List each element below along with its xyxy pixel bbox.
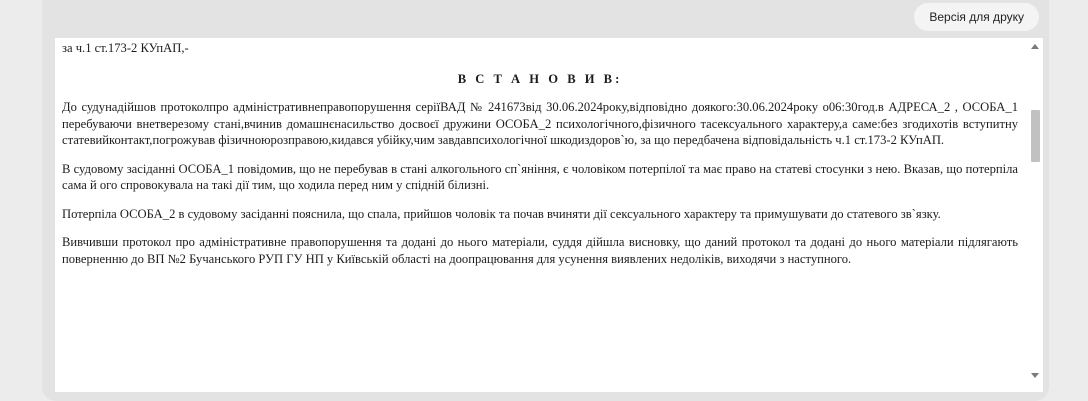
document-viewer[interactable] — [55, 38, 1043, 392]
scrollbar-thumb[interactable] — [1031, 110, 1040, 162]
document-panel — [42, 0, 1049, 401]
document-heading: В С Т А Н О В И В: — [457, 71, 623, 86]
document-paragraph: До судунадійшов протоколпро адміністративнеправопорушення серіїВАД № 241673від 30.06.2024року,відповідно доякого:30.06.2024року о06:30год.в АДРЕСА_2 , ОСОБА_1 перебуваючи внетверезому стані,вчинив домашнєнасильство досвоєї дружини ОСОБА_2 психологічного,фізичного тасексуального характеру,а саме:без згодихотів вступитну статевийконтакт,погрожував фізичноюрозправою,кидався убійку,чим завдавпсихологічної шкодиздоров`ю, за що передбачена відповідальність ч.1 ст.173-2 КУпАП. — [62, 100, 1018, 147]
print-version-button[interactable]: Версія для друку — [914, 3, 1039, 31]
vertical-scrollbar[interactable] — [1028, 38, 1043, 392]
document-text — [62, 40, 1018, 279]
document-paragraph: В судовому засіданні ОСОБА_1 повідомив, що не перебував в стані алкогольного сп`яніння, є чоловіком потерпілої та має право на статеві стосунки з нею. Вказав, що потерпіла сама й ого спровокувала на такі дії тим, що ходила перед ним у спідній білизні. — [62, 161, 1018, 192]
document-first-line: за ч.1 ст.173-2 КУпАП,- — [62, 41, 189, 55]
document-paragraph: Вивчивши протокол про адміністративне правопорушення та додані до нього матеріали, суддя дійшла висновку, що даний протокол та додані до нього матеріали підлягають поверненню до ВП №2 Бучанського РУП ГУ НП у Київській області на доопрацювання для усунення виявлених недоліків, виходячи з наступного. — [62, 235, 1018, 266]
scroll-down-arrow-icon[interactable] — [1031, 373, 1039, 378]
scroll-up-arrow-icon[interactable] — [1031, 44, 1039, 49]
document-paragraph: Потерпіла ОСОБА_2 в судовому засіданні пояснила, що спала, прийшов чоловік та почав вчиняти дії сексуального характеру та примушувати до статевого зв`язку. — [62, 206, 941, 221]
